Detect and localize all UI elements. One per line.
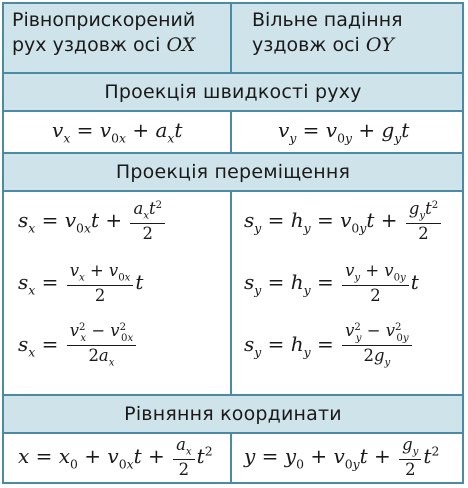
displacement-formula-y-3: $s_y = h_y$ = $\frac{v^2_y - v^2_{0y}}{2g_y}$ <box>244 322 414 369</box>
coordinate-formula-y: $y = y_0 + v_{0y}t$ + $\frac{g_y}{2}$ $t^2$ <box>244 435 440 479</box>
table-header-row <box>4 4 462 72</box>
displacement-formula-x-1: $s_x = v_{0x}t$ + $\frac{a_xt^2}{2}$ <box>18 200 167 243</box>
displacement-formula-y-2: $s_y = h_y$ = $\frac{v_y + v_{0y}}{2}$ t <box>244 261 419 305</box>
header-left-cell <box>12 8 222 58</box>
velocity-formula-y: $v_y = v_{0y} + g_yt$ <box>278 118 410 146</box>
section-velocity-label: Проекція швидкості руху <box>104 81 362 103</box>
velocity-row <box>4 112 462 152</box>
coordinate-row <box>4 434 462 482</box>
header-right-line2-text: уздовж осі <box>252 34 360 56</box>
formula-table <box>2 2 464 484</box>
displacement-formula-y-1: $s_y = h_y = v_{0y}t$ + $\frac{g_yt^2}{2}$ <box>244 200 443 243</box>
column-divider <box>230 4 232 72</box>
header-right-line1: Вільне падіння <box>252 9 403 31</box>
section-velocity-title <box>4 74 462 110</box>
velocity-formula-x: $v_x = v_{0x} + a_xt$ <box>52 118 183 146</box>
section-displacement-title <box>4 154 462 190</box>
section-coordinate-title <box>4 396 462 432</box>
column-divider <box>230 192 232 394</box>
section-coordinate-label: Рівняння координати <box>124 403 342 425</box>
header-left-line1: Рівноприскорений <box>12 9 196 31</box>
section-displacement-label: Проекція переміщення <box>115 161 351 183</box>
header-right-cell <box>252 8 452 58</box>
displacement-row <box>4 192 462 394</box>
displacement-formula-x-3: $s_x$ = $\frac{v^2_x - v^2_{0x}}{2a_x}$ <box>18 322 138 369</box>
displacement-formula-x-2: $s_x$ = $\frac{v_x + v_{0x}}{2}$ t <box>18 261 144 305</box>
header-left-line2-text: рух уздовж осі <box>12 34 161 56</box>
header-right-axis: OY <box>365 34 394 56</box>
column-divider <box>230 112 232 152</box>
header-left-line2 <box>12 33 222 58</box>
coordinate-formula-x: $x = x_0 + v_{0x}t$ + $\frac{a_x}{2}$ $t^2$ <box>18 435 213 479</box>
column-divider <box>230 434 232 482</box>
header-left-axis: OX <box>166 34 196 56</box>
header-right-line2 <box>252 33 452 58</box>
